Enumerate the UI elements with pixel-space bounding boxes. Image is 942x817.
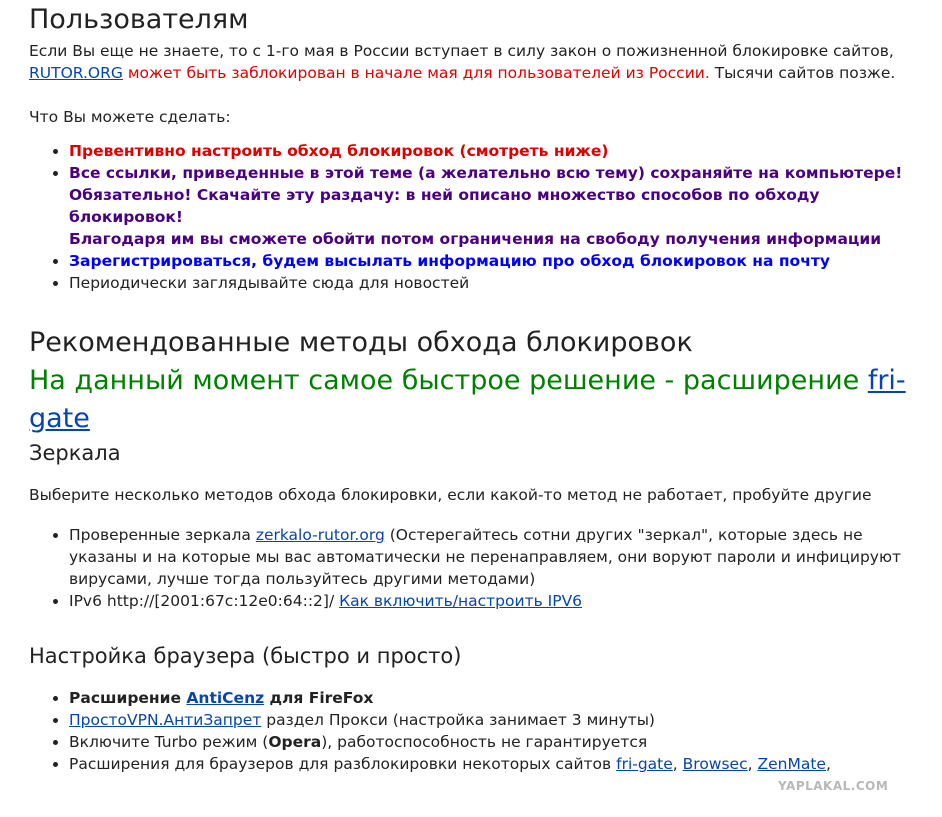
users-title: Пользователям: [29, 4, 249, 35]
list-item: [69, 709, 934, 731]
browser-list: [29, 687, 934, 775]
ipv6-howto-link[interactable]: Как включить/настроить IPV6: [339, 591, 583, 610]
todo-item-save-links-2: Благодаря им вы сможете обойти потом ограничения на свободу получения информации: [69, 230, 882, 249]
fastest-solution-text: На данный момент самое быстрое решение - расширение: [29, 365, 868, 397]
ext-fri-gate-link[interactable]: fri-gate: [616, 755, 673, 774]
ext-browsec-link[interactable]: Browsec: [682, 755, 748, 774]
zerkalo-link[interactable]: zerkalo-rutor.org: [255, 525, 385, 544]
extensions-text: Расширения для браузеров для разблокировки некоторых сайтов: [69, 755, 617, 774]
mirror-item-note: (Остерегайтесь сотни других "зеркал", которые здесь не указаны и на которые мы вас автоматически не перенаправляем, они воруют пароли и инфицируют вирусами, лучше тогда пользуйтесь другими методами): [69, 525, 902, 588]
opera-label: Opera: [268, 733, 322, 752]
list-item: [69, 272, 934, 294]
todo-item-register: Зарегистрироваться, будем высылать информацию про обход блокировок на почту: [69, 252, 830, 271]
page-content: [29, 0, 934, 775]
list-item: [69, 524, 934, 590]
mirrors-list: [29, 524, 934, 612]
list-item: [69, 753, 934, 775]
todo-item-save-links: Все ссылки, приведенные в этой теме (а желательно всю тему) сохраняйте на компьютере! Обязательно! Скачайте эту раздачу: в ней описано множество способов по обходу блокировок!: [69, 164, 903, 227]
list-item: [69, 687, 934, 709]
ext-zenmate-link[interactable]: ZenMate: [757, 755, 826, 774]
list-item: [69, 162, 934, 250]
todo-list: [29, 140, 934, 294]
intro-warning: может быть заблокирован в начале мая для пользователей из России.: [122, 64, 710, 83]
separator: ,: [747, 755, 758, 774]
yaplakal-watermark: YAPLAKAL.COM: [778, 779, 889, 793]
fastest-solution-heading: [29, 362, 934, 438]
users-intro: [29, 40, 934, 84]
separator: ,: [825, 755, 831, 774]
mirror-item-text: Проверенные зеркала: [69, 525, 256, 544]
anticenz-link[interactable]: AntiCenz: [186, 689, 265, 708]
prostovpn-note: раздел Прокси (настройка занимает 3 минуты): [261, 711, 655, 730]
anticenz-suffix: для FireFox: [264, 689, 374, 708]
rutor-link[interactable]: RUTOR.ORG: [29, 64, 123, 83]
list-item: [69, 250, 934, 272]
browser-setup-title: Настройка браузера (быстро и просто): [29, 643, 462, 668]
intro-text-2: Тысячи сайтов позже.: [709, 64, 896, 83]
intro-text: Если Вы еще не знаете, то с 1-го мая в России вступает в силу закон о пожизненной блокировке сайтов,: [29, 42, 894, 61]
methods-title: Рекомендованные методы обхода блокировок: [29, 327, 693, 359]
todo-item-prevent: Превентивно настроить обход блокировок (смотреть ниже): [69, 142, 609, 161]
turbo-prefix: Включите Turbo режим (: [69, 733, 269, 752]
mirrors-title: Зеркала: [29, 441, 121, 466]
separator: ,: [672, 755, 683, 774]
fri-gate-link[interactable]: fri-gate: [29, 365, 906, 435]
anticenz-prefix: Расширение: [69, 689, 187, 708]
list-item: [69, 731, 934, 753]
mirrors-subtitle: Выберите несколько методов обхода блокировки, если какой-то метод не работает, пробуйте другие: [29, 485, 872, 504]
turbo-suffix: ), работоспособность не гарантируется: [321, 733, 648, 752]
todo-item-check-news: Периодически заглядывайте сюда для новостей: [69, 274, 470, 293]
prostovpn-link[interactable]: ПростоVPN.АнтиЗапрет: [69, 711, 262, 730]
list-item: [69, 140, 934, 162]
ipv6-address: IPv6 http://[2001:67c:12e0:64::2]/: [69, 591, 340, 610]
list-item: [69, 590, 934, 612]
what-to-do-label: Что Вы можете сделать:: [29, 108, 231, 127]
